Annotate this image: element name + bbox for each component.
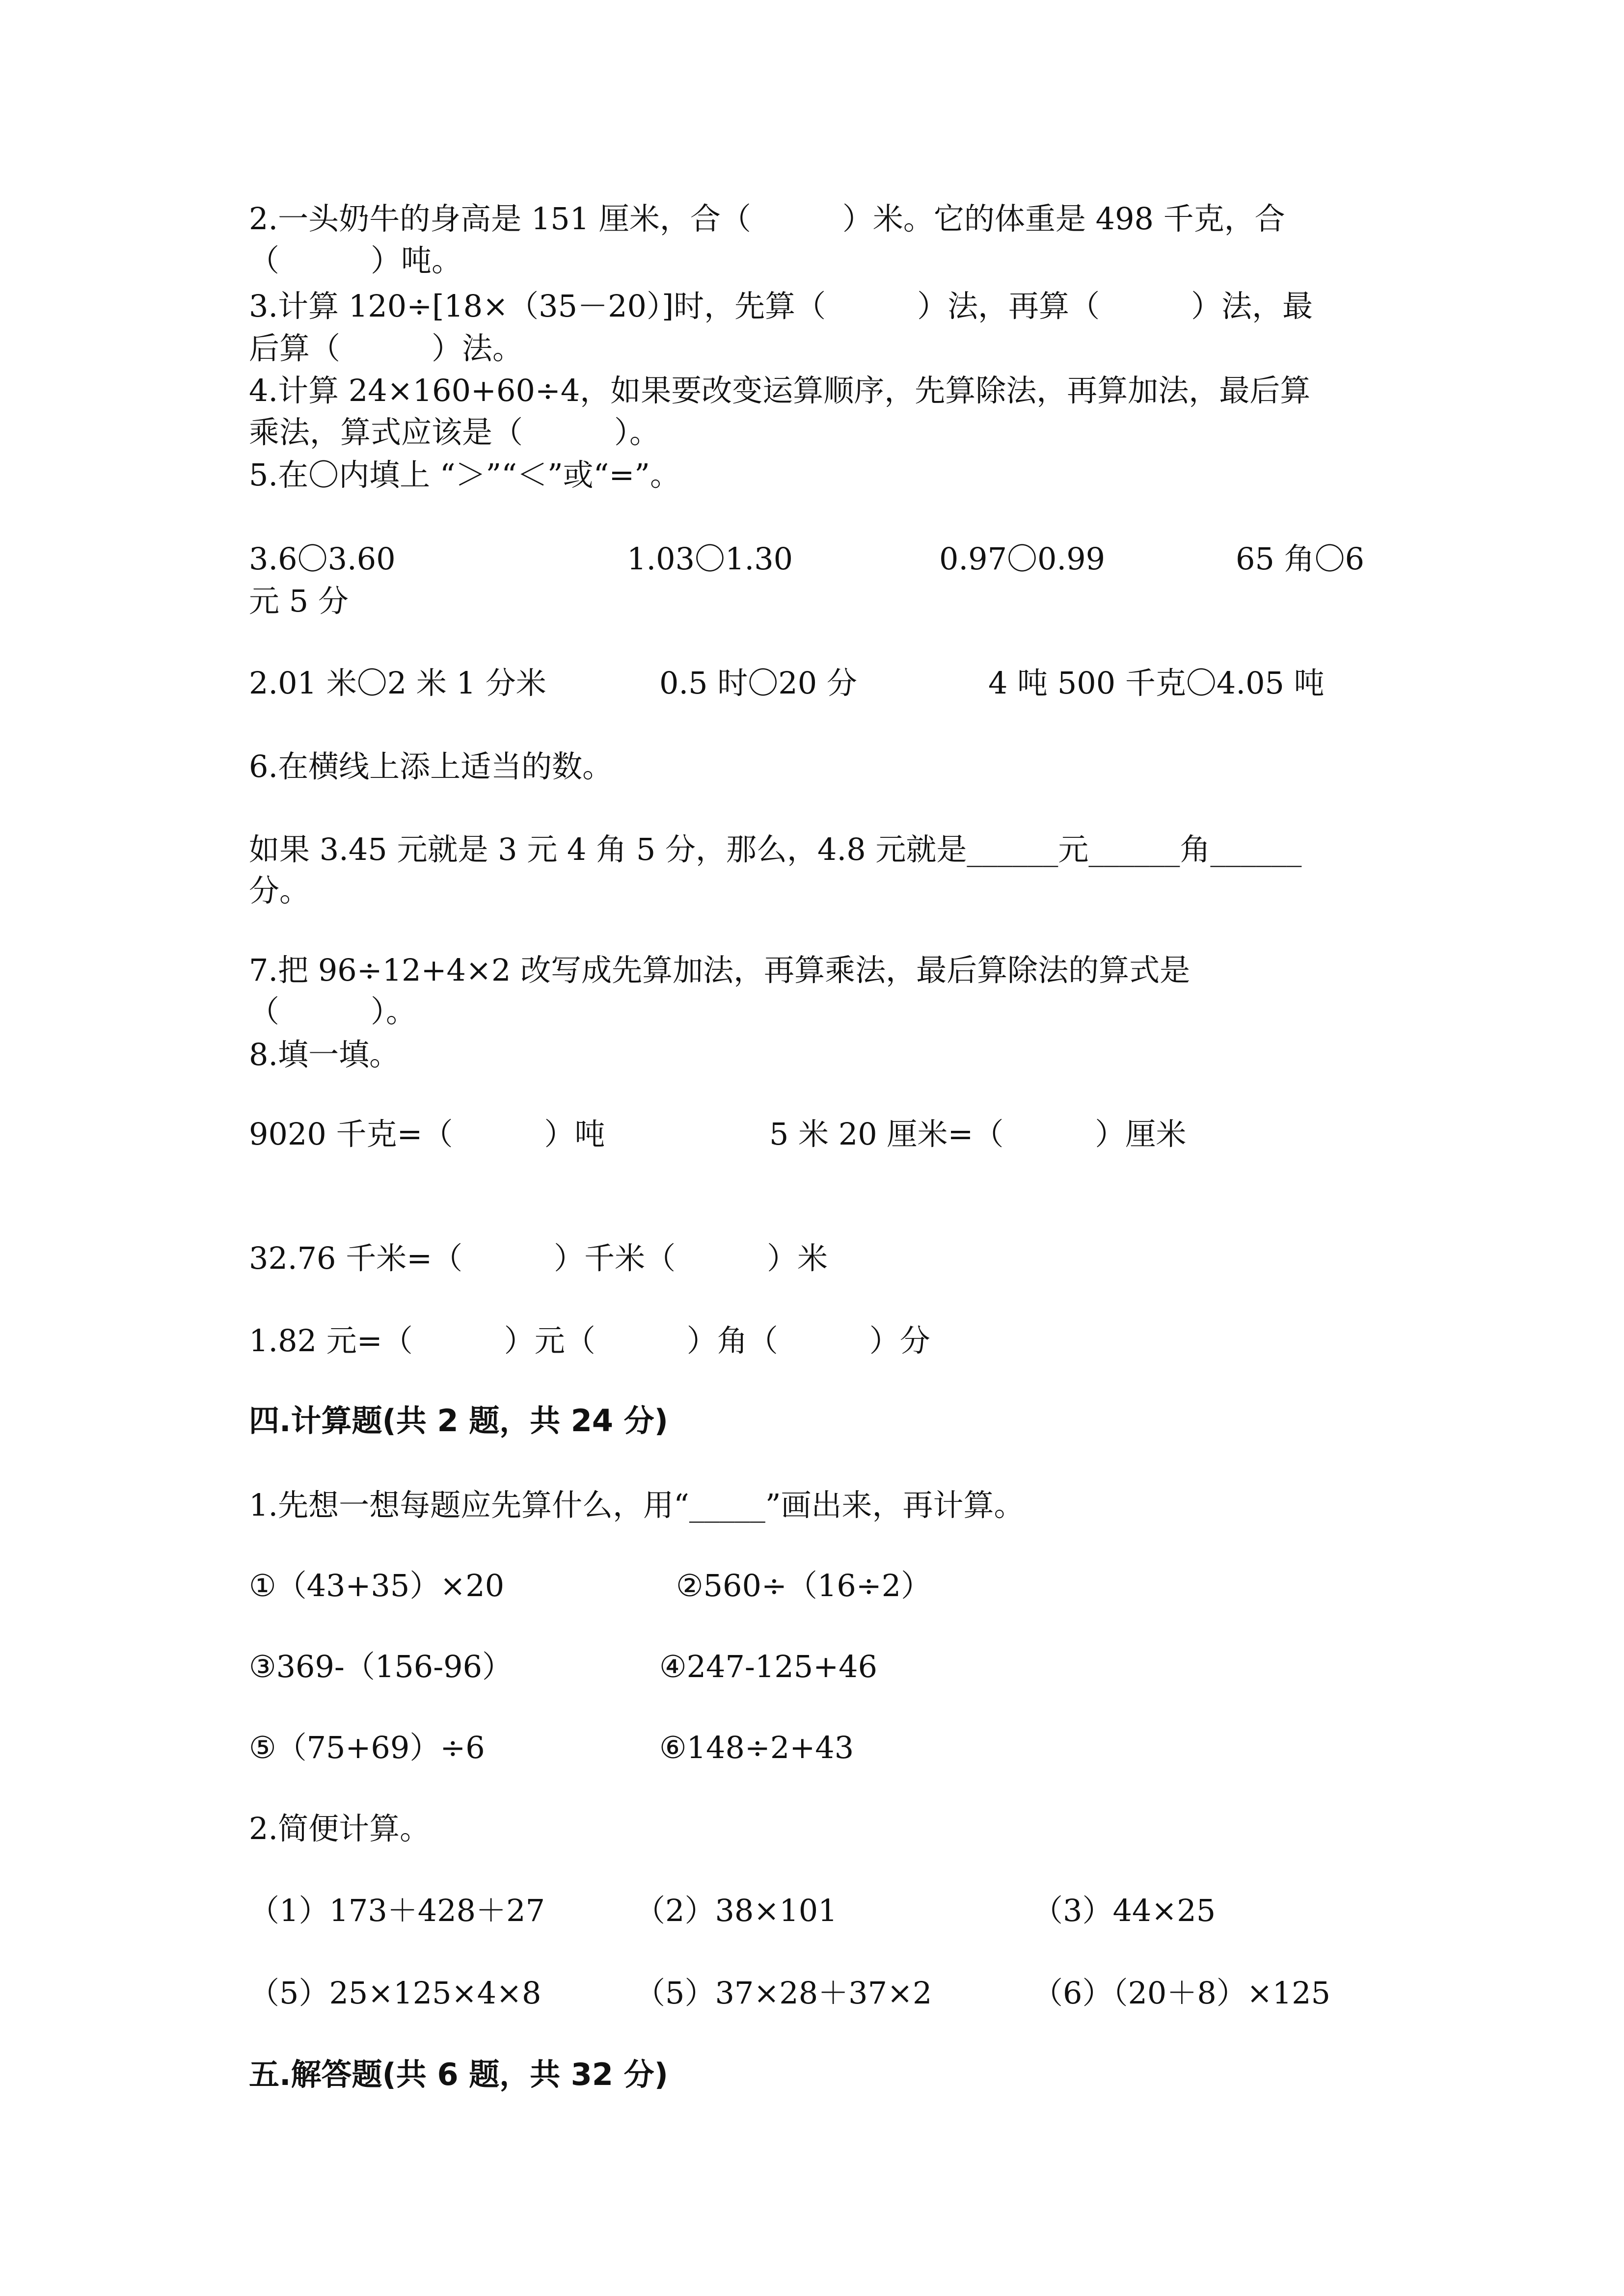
q5-item-1: 3.6〇3.60 bbox=[249, 541, 396, 577]
section-5-heading: 五.解答题(共 6 题，共 32 分) bbox=[249, 2056, 668, 2092]
q5-item-5: 2.01 米〇2 米 1 分米 bbox=[249, 665, 546, 701]
q5-item-4-cont: 元 5 分 bbox=[249, 583, 349, 619]
q6-title: 6.在横线上添上适当的数。 bbox=[249, 748, 613, 784]
s4-q1-item-6: ⑥148÷2+43 bbox=[659, 1730, 854, 1765]
s4-q1-title: 1.先想一想每题应先算什么，用“_____”画出来，再计算。 bbox=[249, 1487, 1025, 1523]
s4-q2-item-5: （5）37×28＋37×2 bbox=[635, 1975, 932, 2011]
q4-line2: 乘法，算式应该是（ ）。 bbox=[249, 414, 660, 450]
q3-line2: 后算（ ）法。 bbox=[249, 330, 523, 366]
q2-line1: 2.一头奶牛的身高是 151 厘米，合（ ）米。它的体重是 498 千克，合 bbox=[249, 201, 1285, 237]
s4-q2-title: 2.简便计算。 bbox=[249, 1811, 431, 1846]
q7-line1: 7.把 96÷12+4×2 改写成先算加法，再算乘法，最后算除法的算式是 bbox=[249, 952, 1191, 988]
q3-line1: 3.计算 120÷[18×（35－20）]时，先算（ ）法，再算（ ）法，最 bbox=[249, 288, 1313, 324]
s4-q2-item-2: （2）38×101 bbox=[635, 1893, 838, 1928]
s4-q2-item-1: （1）173＋428＋27 bbox=[249, 1893, 545, 1928]
q4-line1: 4.计算 24×160+60÷4，如果要改变运算顺序，先算除法，再算加法，最后算 bbox=[249, 373, 1311, 408]
q5-item-7: 4 吨 500 千克〇4.05 吨 bbox=[988, 665, 1325, 701]
q7-line2: （ ）。 bbox=[249, 993, 417, 1029]
q5-item-6: 0.5 时〇20 分 bbox=[659, 665, 857, 701]
s4-q2-item-6: （6）（20＋8）×125 bbox=[1032, 1975, 1331, 2011]
q2-line2: （ ）吨。 bbox=[249, 242, 462, 278]
q8-item-1: 9020 千克=（ ）吨 bbox=[249, 1116, 605, 1152]
s4-q1-item-4: ④247-125+46 bbox=[659, 1649, 878, 1684]
s4-q1-item-3: ③369-（156-96） bbox=[249, 1649, 513, 1684]
s4-q1-item-2: ②560÷（16÷2） bbox=[676, 1568, 932, 1603]
q8-item-3: 32.76 千米=（ ）千米（ ）米 bbox=[249, 1240, 828, 1276]
s4-q1-item-5: ⑤（75+69）÷6 bbox=[249, 1730, 485, 1765]
s4-q2-item-3: （3）44×25 bbox=[1032, 1893, 1216, 1928]
q6-line2: 分。 bbox=[249, 873, 310, 908]
q5-item-2: 1.03〇1.30 bbox=[627, 541, 793, 577]
q8-item-4: 1.82 元=（ ）元（ ）角（ ）分 bbox=[249, 1323, 930, 1359]
q5-item-4: 65 角〇6 bbox=[1236, 541, 1365, 577]
q8-item-2: 5 米 20 厘米=（ ）厘米 bbox=[769, 1116, 1187, 1152]
s4-q1-item-1: ①（43+35）×20 bbox=[249, 1568, 505, 1603]
q5-item-3: 0.97〇0.99 bbox=[939, 541, 1106, 577]
s4-q2-item-4: （5）25×125×4×8 bbox=[249, 1975, 541, 2011]
section-4-heading: 四.计算题(共 2 题，共 24 分) bbox=[249, 1403, 668, 1439]
q5-title: 5.在〇内填上 “＞”“＜”或“=”。 bbox=[249, 457, 680, 493]
q6-line1: 如果 3.45 元就是 3 元 4 角 5 分，那么，4.8 元就是______元______角______ bbox=[249, 831, 1302, 867]
q8-title: 8.填一填。 bbox=[249, 1037, 400, 1072]
